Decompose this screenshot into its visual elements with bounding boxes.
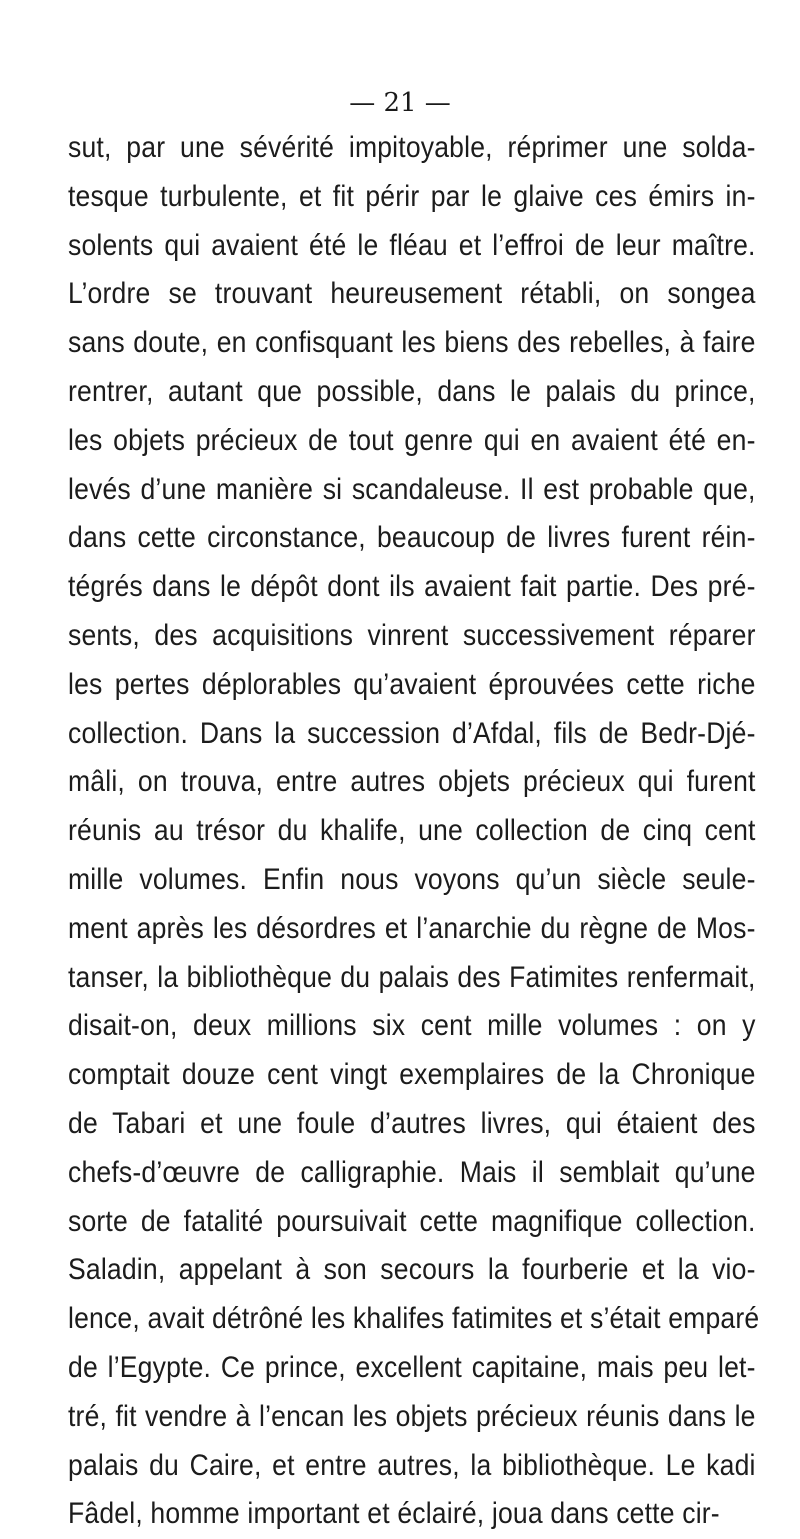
text-line: Saladin, appelant à son secours la fourberie et la vio- [68,1253,756,1287]
text-line: levés d’une manière si scandaleuse. Il est probable que, [68,472,756,506]
text-line: les objets précieux de tout genre qui en avaient été en- [68,423,756,457]
text-line: réunis au trésor du khalife, une collection de cinq cent [68,814,756,848]
text-line: Fâdel, homme important et éclairé, joua dans cette cir- [68,1497,720,1531]
page-number: — 21 — [349,88,451,118]
text-line: rentrer, autant que possible, dans le palais du prince, [68,374,756,408]
text-line: de Tabari et une foule d’autres livres, qui étaient des [68,1106,756,1140]
text-line: disait-on, deux millions six cent mille volumes : on y [68,1009,756,1043]
text-line: solents qui avaient été le fléau et l’effroi de leur maître. [68,228,756,262]
text-line: collection. Dans la succession d’Afdal, fils de Bedr-Djé- [68,716,756,750]
text-line: comptait douze cent vingt exemplaires de la Chronique [68,1058,756,1092]
text-line: dans cette circonstance, beaucoup de livres furent réin- [68,521,756,555]
text-line: ment après les désordres et l’anarchie du règne de Mos- [68,911,756,945]
text-line: tanser, la bibliothèque du palais des Fatimites renfermait, [68,960,756,994]
body-text [68,124,760,1539]
text-line: mille volumes. Enfin nous voyons qu’un siècle seule- [68,862,756,896]
text-line: L’ordre se trouvant heureusement rétabli, on songea [68,277,756,311]
text-line: mâli, on trouva, entre autres objets précieux qui furent [68,765,756,799]
text-line: les pertes déplorables qu’avaient éprouvées cette riche [68,667,756,701]
text-line: lence, avait détrôné les khalifes fatimites et s’était emparé [68,1302,760,1336]
text-line: sorte de fatalité poursuivait cette magnifique collection. [68,1204,756,1238]
text-line: chefs-d’œuvre de calligraphie. Mais il semblait qu’une [68,1155,756,1189]
text-line: sents, des acquisitions vinrent successivement réparer [68,618,756,652]
text-line: palais du Caire, et entre autres, la bibliothèque. Le kadi [68,1448,756,1482]
text-line: tégrés dans le dépôt dont ils avaient fait partie. Des pré- [68,570,756,604]
text-line: tesque turbulente, et fit périr par le glaive ces émirs in- [68,179,756,213]
text-line: tré, fit vendre à l’encan les objets précieux réunis dans le [68,1399,756,1433]
text-line: sans doute, en confisquant les biens des rebelles, à faire [68,326,756,360]
text-line: de l’Egypte. Ce prince, excellent capitaine, mais peu let- [68,1350,756,1384]
text-line: sut, par une sévérité impitoyable, réprimer une solda- [68,131,756,164]
